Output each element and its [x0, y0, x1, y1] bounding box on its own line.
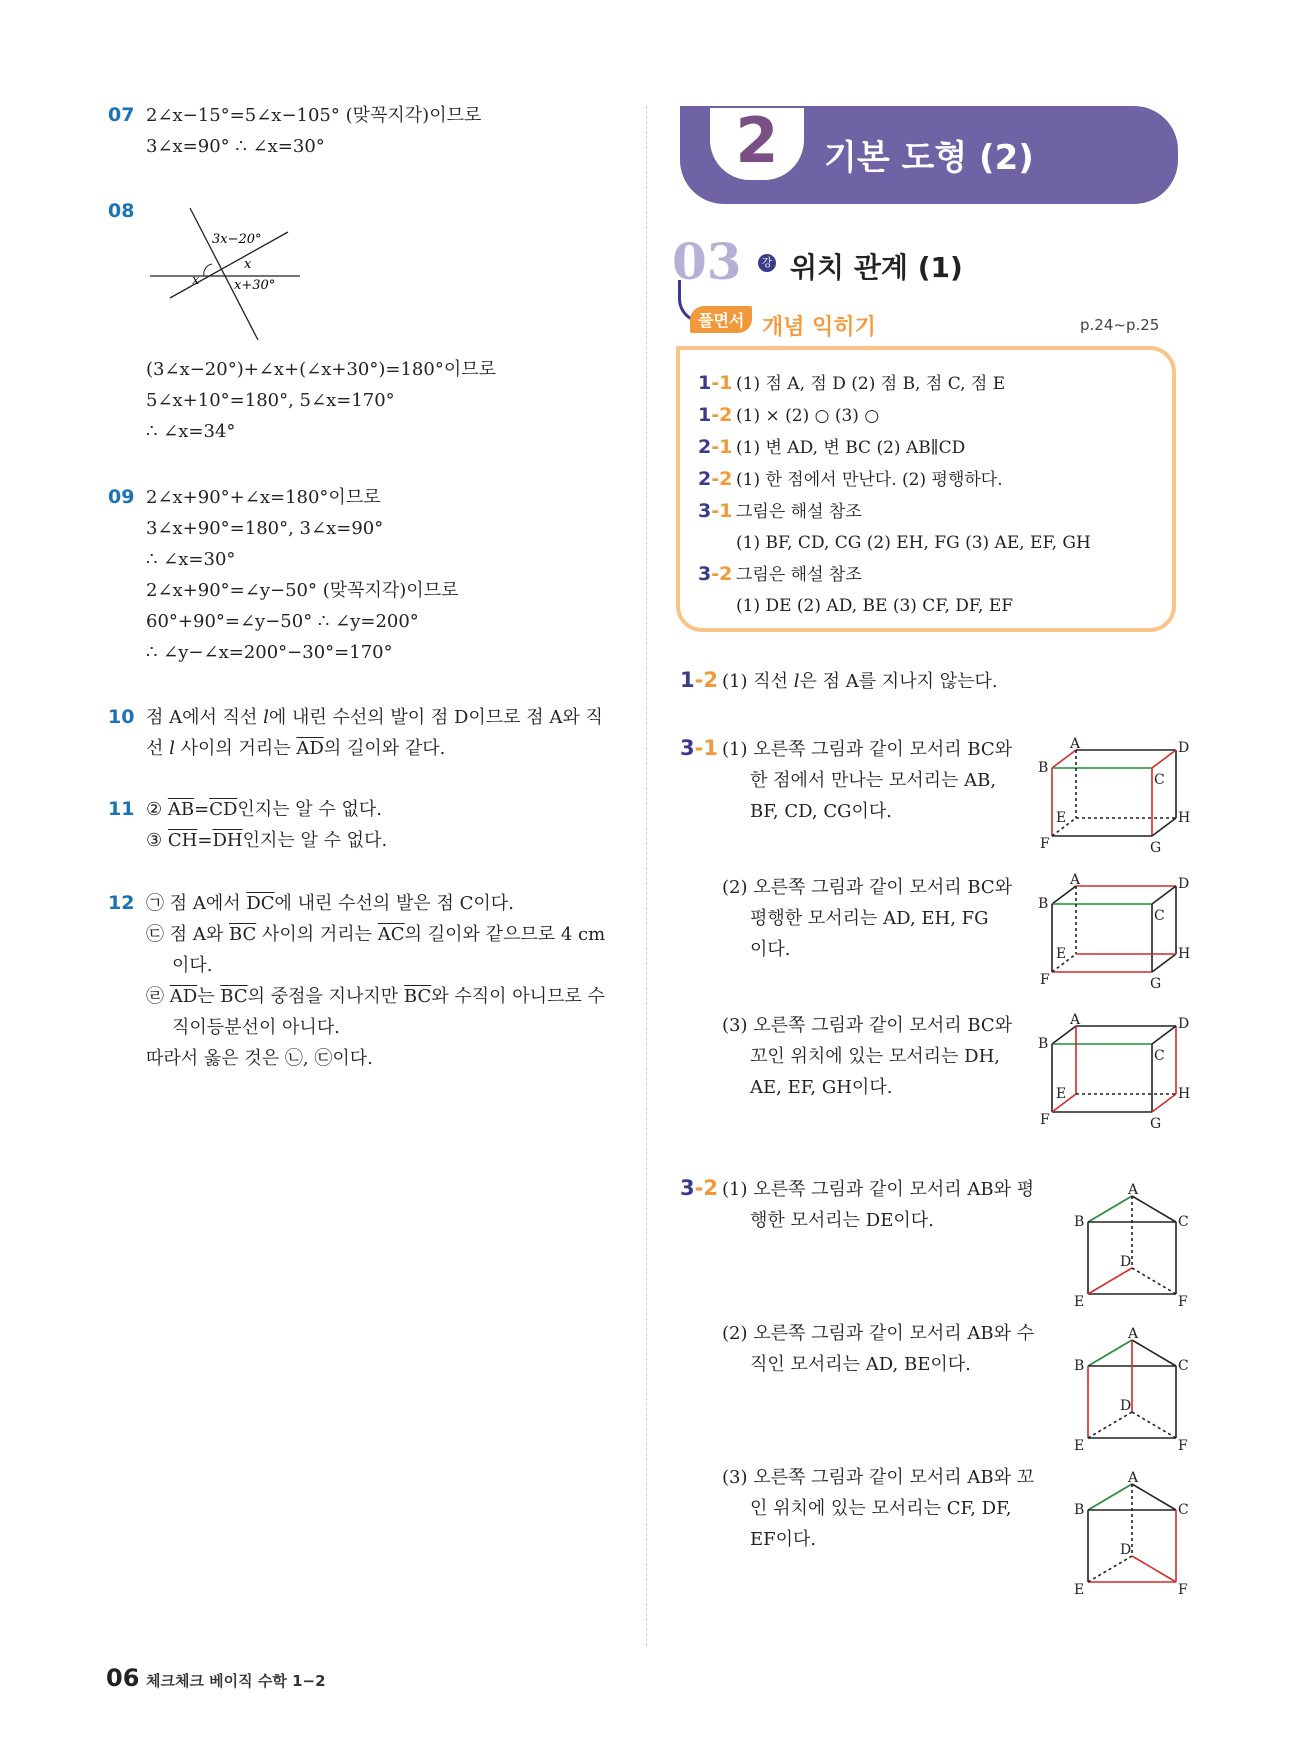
svg-text:F: F	[1040, 1112, 1050, 1128]
cube-figure-1	[1036, 736, 1191, 860]
svg-text:B: B	[1038, 760, 1049, 776]
solution-3-2-part1	[722, 1174, 1034, 1236]
lesson-title: 위치 관계 (1)	[790, 251, 963, 284]
solution-line: 인 위치에 있는 모서리는 CF, DF,	[750, 1498, 1012, 1519]
solution-line: 평행한 모서리는 AD, EH, FG	[750, 908, 989, 929]
problem-number: 09	[108, 486, 135, 508]
solution-line: (3∠x−20°)+∠x+(∠x+30°)=180°이므로	[146, 359, 496, 380]
cube-figure-2	[1036, 872, 1191, 996]
book-title: 체크체크 베이직 수학 1−2	[146, 1672, 326, 1690]
svg-text:C: C	[1178, 1502, 1189, 1518]
svg-text:G: G	[1150, 976, 1162, 992]
chapter-number: 2	[735, 104, 779, 177]
answer-list	[698, 368, 1091, 622]
solution-label: 3-2	[680, 1176, 718, 1200]
solution-line: 따라서 옳은 것은 ㉡, ㉢이다.	[146, 1048, 373, 1069]
angle-label: x+30°	[234, 278, 276, 293]
svg-text:A: A	[1070, 736, 1081, 752]
problem-08	[108, 200, 134, 222]
solution-line: (2) 오른쪽 그림과 같이 모서리 BC와	[722, 877, 1013, 898]
solution-line: ∴ ∠y−∠x=200°−30°=170°	[146, 642, 393, 663]
svg-text:D: D	[1178, 740, 1190, 756]
svg-text:D: D	[1120, 1254, 1132, 1270]
concept-tag: 풀면서	[690, 306, 752, 333]
prism-figure-2	[1070, 1326, 1190, 1456]
svg-text:D: D	[1120, 1398, 1132, 1414]
svg-text:E: E	[1056, 810, 1067, 826]
svg-text:C: C	[1178, 1358, 1189, 1374]
answer-row: 1-1 (1) 점 A, 점 D (2) 점 B, 점 C, 점 E	[698, 372, 1006, 394]
solution-line: 한 점에서 만나는 모서리는 AB,	[750, 770, 997, 791]
solution-line: 이다.	[172, 955, 213, 976]
solution-label: 1-2	[680, 668, 718, 692]
solution-line: 3∠x+90°=180°, 3∠x=90°	[146, 518, 384, 539]
angle-label: x	[244, 257, 252, 272]
solution-line: (1) 오른쪽 그림과 같이 모서리 AB와 평	[722, 1179, 1035, 1200]
problem-07-solution	[146, 100, 481, 162]
prism-figure-3	[1070, 1470, 1190, 1600]
svg-text:B: B	[1074, 1214, 1085, 1230]
answer-row: (1) DE (2) AD, BE (3) CF, DF, EF	[736, 596, 1014, 616]
solution-line: 선 l 사이의 거리는 $\overline{AD}$의 길이와 같다.	[146, 738, 446, 759]
problem-number: 10	[108, 706, 135, 728]
svg-text:E: E	[1056, 1086, 1067, 1102]
solution-line: (3) 오른쪽 그림과 같이 모서리 AB와 꼬	[722, 1467, 1035, 1488]
solution-3-2-part3	[722, 1462, 1034, 1555]
problem-07	[108, 104, 134, 126]
svg-text:D: D	[1178, 876, 1190, 892]
svg-text:H: H	[1178, 810, 1191, 826]
problem-10-solution	[146, 702, 603, 764]
answer-row: 3-1 그림은 해설 참조	[698, 500, 862, 522]
svg-text:C: C	[1178, 1214, 1189, 1230]
svg-text:B: B	[1038, 896, 1049, 912]
solution-line: ② $\overline{AB}=\overline{CD}$인지는 알 수 없다.	[146, 799, 383, 820]
solution-line: 이다.	[750, 939, 791, 960]
svg-text:A: A	[1128, 1470, 1139, 1486]
svg-text:D: D	[1120, 1542, 1132, 1558]
problem-12	[108, 892, 134, 914]
solution-line: (3) 오른쪽 그림과 같이 모서리 BC와	[722, 1015, 1013, 1036]
svg-text:G: G	[1150, 840, 1162, 856]
answer-row: 1-2 (1) × (2) ○ (3) ○	[698, 404, 880, 426]
svg-text:F: F	[1178, 1294, 1188, 1310]
svg-text:E: E	[1074, 1294, 1085, 1310]
concept-title: 개념 익히기	[762, 315, 876, 340]
svg-text:B: B	[1074, 1502, 1085, 1518]
solution-line: 3∠x=90° ∴ ∠x=30°	[146, 136, 325, 157]
problem-12-solution	[146, 888, 605, 1074]
solution-line: ㉣ $\overline{AD}$는 $\overline{BC}$의 중점을 지나지만 $\overline{BC}$와 수직이 아니므로 수	[146, 986, 605, 1007]
problem-08-solution	[146, 354, 496, 447]
svg-text:E: E	[1056, 946, 1067, 962]
problem-number: 11	[108, 798, 135, 820]
svg-text:B: B	[1038, 1036, 1049, 1052]
lesson-badge: 강	[758, 254, 776, 272]
solution-line: ㉠ 점 A에서 $\overline{DC}$에 내린 수선의 발은 점 C이다.	[146, 893, 514, 914]
solution-line: ③ $\overline{CH}=\overline{DH}$인지는 알 수 없다.	[146, 830, 388, 851]
problem-number: 08	[108, 200, 135, 222]
concept-pages: p.24~p.25	[1080, 316, 1160, 334]
column-divider	[646, 106, 647, 1646]
svg-text:E: E	[1074, 1438, 1085, 1454]
solution-line: 점 A에서 직선 l에 내린 수선의 발이 점 D이므로 점 A와 직	[146, 707, 603, 728]
problem-09-solution	[146, 482, 458, 668]
solution-line: BF, CD, CG이다.	[750, 801, 893, 822]
svg-text:G: G	[1150, 1116, 1162, 1132]
angle-label: x	[192, 273, 200, 288]
answer-row: 2-2 (1) 한 점에서 만난다. (2) 평행하다.	[698, 468, 1003, 490]
svg-text:D: D	[1178, 1016, 1190, 1032]
problem-number: 12	[108, 892, 135, 914]
svg-text:F: F	[1040, 836, 1050, 852]
answer-row: 3-2 그림은 해설 참조	[698, 563, 862, 585]
svg-text:E: E	[1074, 1582, 1085, 1598]
solution-line: ∴ ∠x=34°	[146, 421, 236, 442]
solution-line: 5∠x+10°=180°, 5∠x=170°	[146, 390, 395, 411]
svg-text:A: A	[1070, 872, 1081, 888]
svg-text:C: C	[1154, 1048, 1165, 1064]
solution-line: 2∠x+90°=∠y−50° (맞꼭지각)이므로	[146, 580, 459, 601]
solution-3-1-part3	[722, 1010, 1012, 1103]
svg-text:A: A	[1128, 1182, 1139, 1198]
solution-line: 꼬인 위치에 있는 모서리는 DH,	[750, 1046, 1001, 1067]
lesson-number: 03	[672, 232, 742, 291]
problem-number: 07	[108, 104, 135, 126]
solution-line: 2∠x+90°+∠x=180°이므로	[146, 487, 381, 508]
problem-11	[108, 798, 134, 820]
svg-text:A: A	[1070, 1012, 1081, 1028]
solution-3-2-part2	[722, 1318, 1034, 1380]
answer-row: 2-1 (1) 변 AD, 변 BC (2) AB∥CD	[698, 436, 966, 458]
prism-figure-1	[1070, 1182, 1190, 1312]
solution-label: 3-1	[680, 736, 718, 760]
solution-line: (1) 직선 l은 점 A를 지나지 않는다.	[722, 671, 998, 692]
svg-text:B: B	[1074, 1358, 1085, 1374]
page-number: 06	[106, 1664, 140, 1692]
cube-figure-3	[1036, 1012, 1191, 1136]
angle-figure	[140, 198, 310, 348]
solution-line: AE, EF, GH이다.	[750, 1077, 893, 1098]
problem-10	[108, 706, 134, 728]
problem-11-solution	[146, 794, 387, 856]
solution-line: (2) 오른쪽 그림과 같이 모서리 AB와 수	[722, 1323, 1035, 1344]
angle-arc	[204, 264, 212, 276]
solution-line: (1) 오른쪽 그림과 같이 모서리 BC와	[722, 739, 1013, 760]
answer-row: (1) BF, CD, CG (2) EH, FG (3) AE, EF, GH	[736, 533, 1091, 553]
solution-3-1-part2	[722, 872, 1012, 965]
solution-3-1-part1	[722, 734, 1012, 827]
svg-text:H: H	[1178, 946, 1191, 962]
solution-line: 행한 모서리는 DE이다.	[750, 1210, 934, 1231]
svg-text:C: C	[1154, 908, 1165, 924]
solution-line: ∴ ∠x=30°	[146, 549, 236, 570]
solution-line: 직인 모서리는 AD, BE이다.	[750, 1354, 971, 1375]
solution-line: ㉢ 점 A와 $\overline{BC}$ 사이의 거리는 $\overline{AC}$의 길이와 같으므로 4 cm	[146, 924, 606, 945]
svg-text:F: F	[1040, 972, 1050, 988]
angle-label: 3x−20°	[212, 232, 262, 247]
solution-line: EF이다.	[750, 1529, 817, 1550]
line-1	[190, 208, 258, 340]
svg-text:H: H	[1178, 1086, 1191, 1102]
solution-line: 직이등분선이 아니다.	[172, 1017, 340, 1038]
svg-text:A: A	[1128, 1326, 1139, 1342]
svg-text:F: F	[1178, 1438, 1188, 1454]
solution-line: 2∠x−15°=5∠x−105° (맞꼭지각)이므로	[146, 105, 482, 126]
solution-line: 60°+90°=∠y−50° ∴ ∠y=200°	[146, 611, 419, 632]
solution-1-2	[722, 666, 998, 697]
chapter-title: 기본 도형 (2)	[824, 138, 1034, 178]
svg-text:F: F	[1178, 1582, 1188, 1598]
svg-text:C: C	[1154, 772, 1165, 788]
problem-09	[108, 486, 134, 508]
